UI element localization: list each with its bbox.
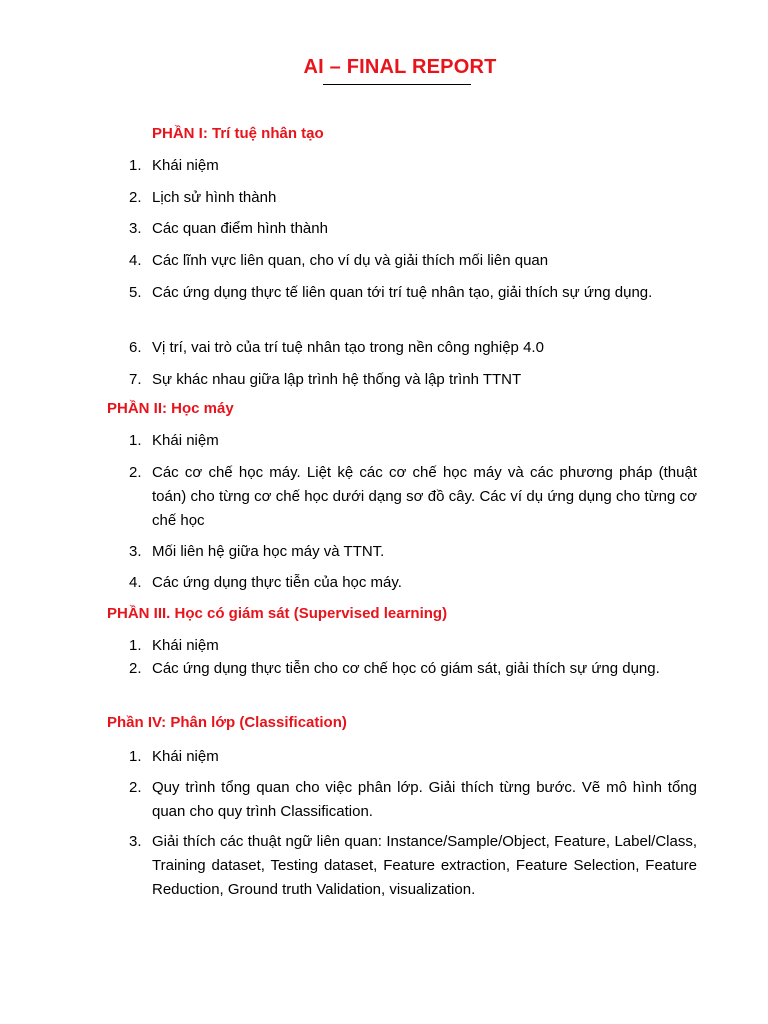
item-text: Các ứng dụng thực tiễn cho cơ chế học có giám sát, giải thích sự ứng dụng. [152, 660, 660, 677]
item-number: 2. [129, 464, 142, 481]
item-number: 3. [129, 833, 142, 850]
item-text: Khái niệm [152, 432, 219, 449]
item-number: 4. [129, 574, 142, 591]
item-text: Các ứng dụng thực tiễn của học máy. [152, 574, 402, 591]
page-title: AI – FINAL REPORT [303, 56, 497, 78]
item-number: 5. [129, 284, 142, 301]
item-number: 4. [129, 252, 142, 269]
item-number: 1. [129, 637, 142, 654]
section-heading-3: PHẦN III. Học có giám sát (Supervised learning) [107, 605, 448, 622]
section-heading-2: PHẦN II: Học máy [107, 400, 234, 417]
item-number: 1. [129, 748, 142, 765]
item-text: Các lĩnh vực liên quan, cho ví dụ và giải thích mối liên quan [152, 252, 549, 269]
item-number: 3. [129, 220, 142, 237]
title-underline [323, 84, 471, 85]
item-text: Các ứng dụng thực tế liên quan tới trí tuệ nhân tạo, giải thích sự ứng dụng. [152, 284, 653, 301]
item-number: 1. [129, 432, 142, 449]
section-heading-4: Phần IV: Phân lớp (Classification) [107, 714, 347, 731]
item-number: 6. [129, 339, 142, 356]
item-text: Mối liên hệ giữa học máy và TTNT. [152, 543, 385, 560]
section-heading-1: PHẦN I: Trí tuệ nhân tạo [152, 125, 324, 142]
item-number: 3. [129, 543, 142, 560]
item-text: Sự khác nhau giữa lập trình hệ thống và lập trình TTNT [152, 371, 522, 388]
item-text: Quy trình tổng quan cho việc phân lớp. Giải thích từng bước. Vẽ mô hình tổng quan cho quy trình Classification. [152, 779, 697, 820]
item-text: Khái niệm [152, 637, 219, 654]
item-text: Lịch sử hình thành [152, 189, 277, 206]
item-number: 2. [129, 660, 142, 677]
item-number: 2. [129, 189, 142, 206]
item-number: 2. [129, 779, 142, 796]
item-number: 1. [129, 157, 142, 174]
item-text: Các cơ chế học máy. Liệt kệ các cơ chế học máy và các phương pháp (thuật toán) cho từng cơ chế học dưới dạng sơ đồ cây. Các ví dụ ứng dụng cho từng cơ chế học [152, 464, 697, 529]
item-number: 7. [129, 371, 142, 388]
item-text: Khái niệm [152, 157, 219, 174]
item-text: Khái niệm [152, 748, 219, 765]
item-text: Các quan điểm hình thành [152, 220, 328, 237]
item-text: Vị trí, vai trò của trí tuệ nhân tạo trong nền công nghiệp 4.0 [152, 339, 544, 356]
item-text: Giải thích các thuật ngữ liên quan: Instance/Sample/Object, Feature, Label/Class, Training dataset, Testing dataset, Feature extraction, Feature Selection, Feature Reduction, Ground truth Validation, visualization. [152, 833, 697, 898]
